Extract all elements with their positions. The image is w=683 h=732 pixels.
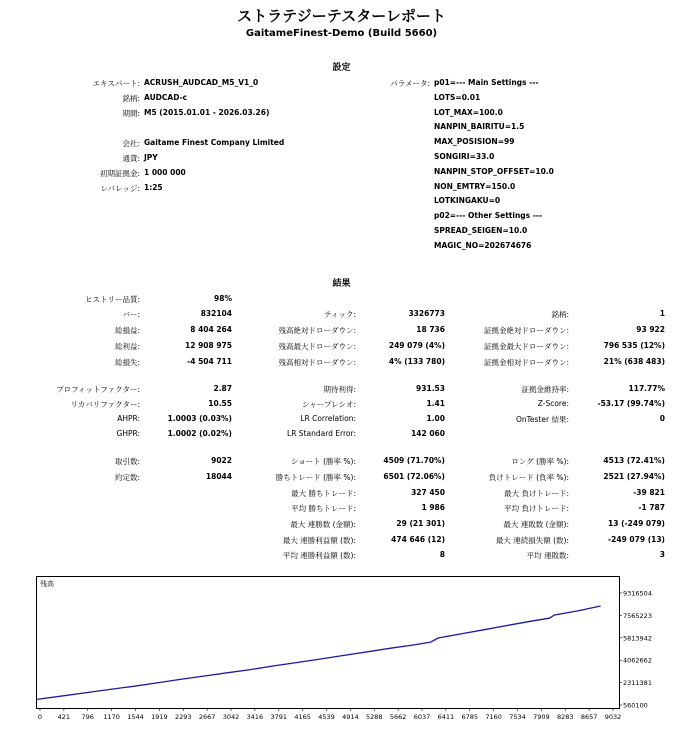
x-tick-label: 6037	[413, 713, 431, 721]
result-value: 8	[439, 550, 445, 559]
param-value: LOTKINGAKU=0	[434, 196, 501, 206]
result-label: LR Standard Error:	[287, 429, 356, 438]
result-value: 9022	[211, 456, 232, 465]
result-label: 総損益:	[114, 326, 140, 335]
setting-label: エキスパート:	[92, 79, 140, 88]
result-value: 4509 (71.70%)	[383, 456, 445, 465]
result-label: 最大 連敗数 (金額):	[503, 520, 569, 529]
result-label: 銘柄:	[551, 310, 569, 319]
param-value: NANPIN_BAIRITU=1.5	[434, 122, 525, 132]
result-value: 474 646 (12)	[391, 535, 445, 544]
result-value: 3	[659, 550, 665, 559]
result-label: 負けトレード (負率 %):	[488, 473, 569, 482]
y-tick-label: 4062662	[623, 656, 652, 665]
report-subtitle: GaitameFinest-Demo (Build 5660)	[245, 28, 438, 39]
param-value: SONGIRI=33.0	[434, 152, 495, 161]
result-label: 最大 連続損失額 (数):	[495, 536, 569, 545]
result-label: 最大 負けトレード:	[504, 489, 569, 498]
param-value: MAGIC_NO=202674676	[434, 240, 532, 250]
setting-label: 通貨:	[122, 154, 140, 163]
params-label: パラメータ:	[390, 79, 430, 88]
x-tick-label: 5662	[389, 713, 407, 721]
setting-value: JPY	[144, 153, 158, 162]
result-value: 3326773	[408, 309, 445, 318]
x-tick-label: 3042	[222, 713, 240, 721]
result-label: 証拠金維持率:	[521, 385, 569, 394]
chart-frame	[37, 577, 620, 709]
result-label: 取引数:	[114, 457, 140, 466]
x-tick-label: 2667	[198, 713, 216, 721]
result-value: 2.87	[213, 384, 232, 393]
balance-chart	[36, 576, 652, 721]
setting-value: Gaitame Finest Company Limited	[144, 138, 285, 147]
result-value: -249 079 (13)	[608, 535, 665, 544]
x-tick-label: 421	[57, 713, 71, 721]
result-value: 93 922	[636, 325, 665, 334]
result-label: GHPR:	[116, 429, 140, 438]
result-value: 8 404 264	[190, 325, 232, 334]
result-label: 平均 負けトレード:	[504, 504, 569, 513]
setting-value: M5 (2015.01.01 - 2026.03.26)	[144, 108, 270, 117]
x-tick-label: 796	[81, 713, 94, 721]
setting-label: 銘柄:	[122, 94, 140, 103]
param-value: NON_EMTRY=150.0	[434, 181, 516, 191]
x-tick-label: 3416	[246, 713, 264, 721]
chart-title: 残高	[40, 580, 54, 588]
result-value: 4% (133 780)	[388, 357, 445, 366]
param-value: SPREAD_SEIGEN=10.0	[434, 226, 528, 235]
result-label: 最大 勝ちトレード:	[291, 489, 356, 498]
param-value: NANPIN_STOP_OFFSET=10.0	[434, 166, 554, 176]
y-tick-label: 9316504	[623, 589, 652, 598]
x-tick-label: 1170	[103, 713, 120, 721]
x-tick-label: 3791	[270, 713, 288, 721]
result-label: ショート (勝率 %):	[290, 457, 356, 466]
result-label: 総利益:	[114, 342, 140, 351]
setting-label: 期間:	[122, 109, 140, 118]
result-value: 832104	[200, 309, 232, 318]
result-value: 1.0003 (0.03%)	[167, 414, 232, 423]
result-label: 証拠金相対ドローダウン:	[483, 358, 569, 367]
results-heading: 結果	[332, 279, 351, 289]
y-tick-label: 5813942	[623, 634, 652, 643]
result-value: 117.77%	[628, 384, 665, 393]
result-value: 2521 (27.94%)	[603, 472, 665, 481]
result-label: 約定数:	[114, 473, 140, 482]
result-label: 証拠金絶対ドローダウン:	[483, 326, 569, 335]
x-tick-label: 7160	[485, 713, 502, 721]
x-tick-label: 4914	[342, 713, 359, 721]
result-label: ヒストリー品質:	[84, 295, 140, 304]
result-value: 18 736	[416, 325, 445, 334]
result-value: 249 079 (4%)	[388, 341, 445, 350]
x-tick-label: 4539	[318, 713, 335, 721]
result-value: 796 535 (12%)	[603, 341, 665, 350]
result-label: 残高最大ドローダウン:	[278, 342, 356, 351]
param-value: LOTS=0.01	[434, 92, 481, 102]
result-label: OnTester 結果:	[515, 415, 569, 424]
x-tick-label: 0	[37, 713, 43, 721]
setting-label: 会社:	[122, 139, 140, 148]
result-value: 931.53	[416, 384, 445, 393]
result-value: 0	[659, 414, 665, 423]
result-value: 1.41	[426, 399, 445, 408]
result-label: 勝ちトレード (勝率 %):	[275, 473, 356, 482]
x-tick-label: 7909	[533, 713, 550, 721]
result-label: ロング (勝率 %):	[511, 457, 569, 466]
result-value: 29 (21 301)	[396, 519, 445, 528]
result-label: Z-Score:	[537, 399, 569, 408]
result-label: 平均 連敗数:	[526, 551, 569, 560]
result-value: 1.00	[426, 414, 445, 423]
result-value: 13 (-249 079)	[608, 519, 665, 528]
result-label: 期待利得:	[323, 385, 356, 394]
x-tick-label: 8283	[556, 713, 574, 721]
result-value: -39 821	[633, 488, 665, 497]
result-label: 証拠金最大ドローダウン:	[483, 342, 569, 351]
result-value: 327 450	[411, 488, 445, 497]
x-tick-label: 1919	[151, 713, 168, 721]
result-value: 18044	[205, 472, 232, 481]
y-tick-label: 2311381	[623, 679, 652, 688]
x-tick-label: 1544	[127, 713, 144, 721]
param-value: LOT_MAX=100.0	[434, 107, 503, 117]
result-label: LR Correlation:	[300, 414, 356, 423]
setting-value: 1 000 000	[144, 168, 186, 177]
result-value: -53.17 (99.74%)	[597, 399, 665, 408]
result-label: 平均 連勝利益額 (数):	[282, 551, 356, 560]
result-value: -4 504 711	[187, 357, 232, 366]
result-value: 1	[659, 309, 665, 318]
result-value: 1 986	[421, 503, 445, 512]
result-value: 6501 (72.06%)	[383, 472, 445, 481]
x-tick-label: 8657	[580, 713, 598, 721]
result-label: 総損失:	[114, 358, 140, 367]
x-tick-label: 7534	[509, 713, 526, 721]
x-tick-label: 5288	[365, 713, 383, 721]
result-value: 4513 (72.41%)	[603, 456, 665, 465]
y-tick-label: 7565223	[623, 611, 652, 620]
x-tick-label: 2293	[174, 713, 192, 721]
x-tick-label: 9032	[604, 713, 622, 721]
result-label: ティック:	[324, 310, 356, 319]
result-label: 残高絶対ドローダウン:	[278, 326, 356, 335]
result-label: 平均 勝ちトレード:	[291, 504, 356, 513]
y-tick-label: 560100	[623, 701, 648, 710]
param-value: MAX_POSISION=99	[434, 137, 515, 147]
x-tick-label: 6785	[461, 713, 479, 721]
result-label: リカバリファクター:	[70, 400, 140, 409]
x-tick-label: 6411	[437, 713, 455, 721]
result-value: 21% (638 483)	[603, 357, 665, 366]
result-value: -1 787	[638, 503, 665, 512]
result-label: AHPR:	[117, 414, 140, 423]
result-label: 残高相対ドローダウン:	[278, 358, 356, 367]
result-label: バー:	[122, 310, 140, 319]
result-value: 12 908 975	[185, 341, 232, 350]
setting-value: 1:25	[144, 183, 163, 192]
result-value: 1.0002 (0.02%)	[167, 429, 232, 438]
setting-label: レバレッジ:	[100, 184, 140, 193]
settings-heading: 設定	[332, 63, 351, 73]
result-value: 142 060	[411, 429, 445, 438]
result-value: 10.55	[208, 399, 232, 408]
result-value: 98%	[214, 294, 232, 303]
setting-value: ACRUSH_AUDCAD_M5_V1_0	[144, 78, 259, 87]
report-title: ストラテジーテスターレポート	[237, 7, 446, 25]
result-label: プロフィットファクター:	[56, 385, 140, 394]
setting-label: 初期証拠金:	[99, 169, 140, 178]
param-value: p01=--- Main Settings ---	[434, 78, 539, 87]
setting-value: AUDCAD-c	[144, 93, 188, 102]
result-label: 最大 連勝数 (金額):	[290, 520, 356, 529]
param-value: p02=--- Other Settings ---	[434, 211, 543, 221]
result-label: シャープレシオ:	[301, 400, 356, 409]
x-tick-label: 4165	[294, 713, 311, 721]
result-label: 最大 連勝利益額 (数):	[282, 536, 356, 545]
